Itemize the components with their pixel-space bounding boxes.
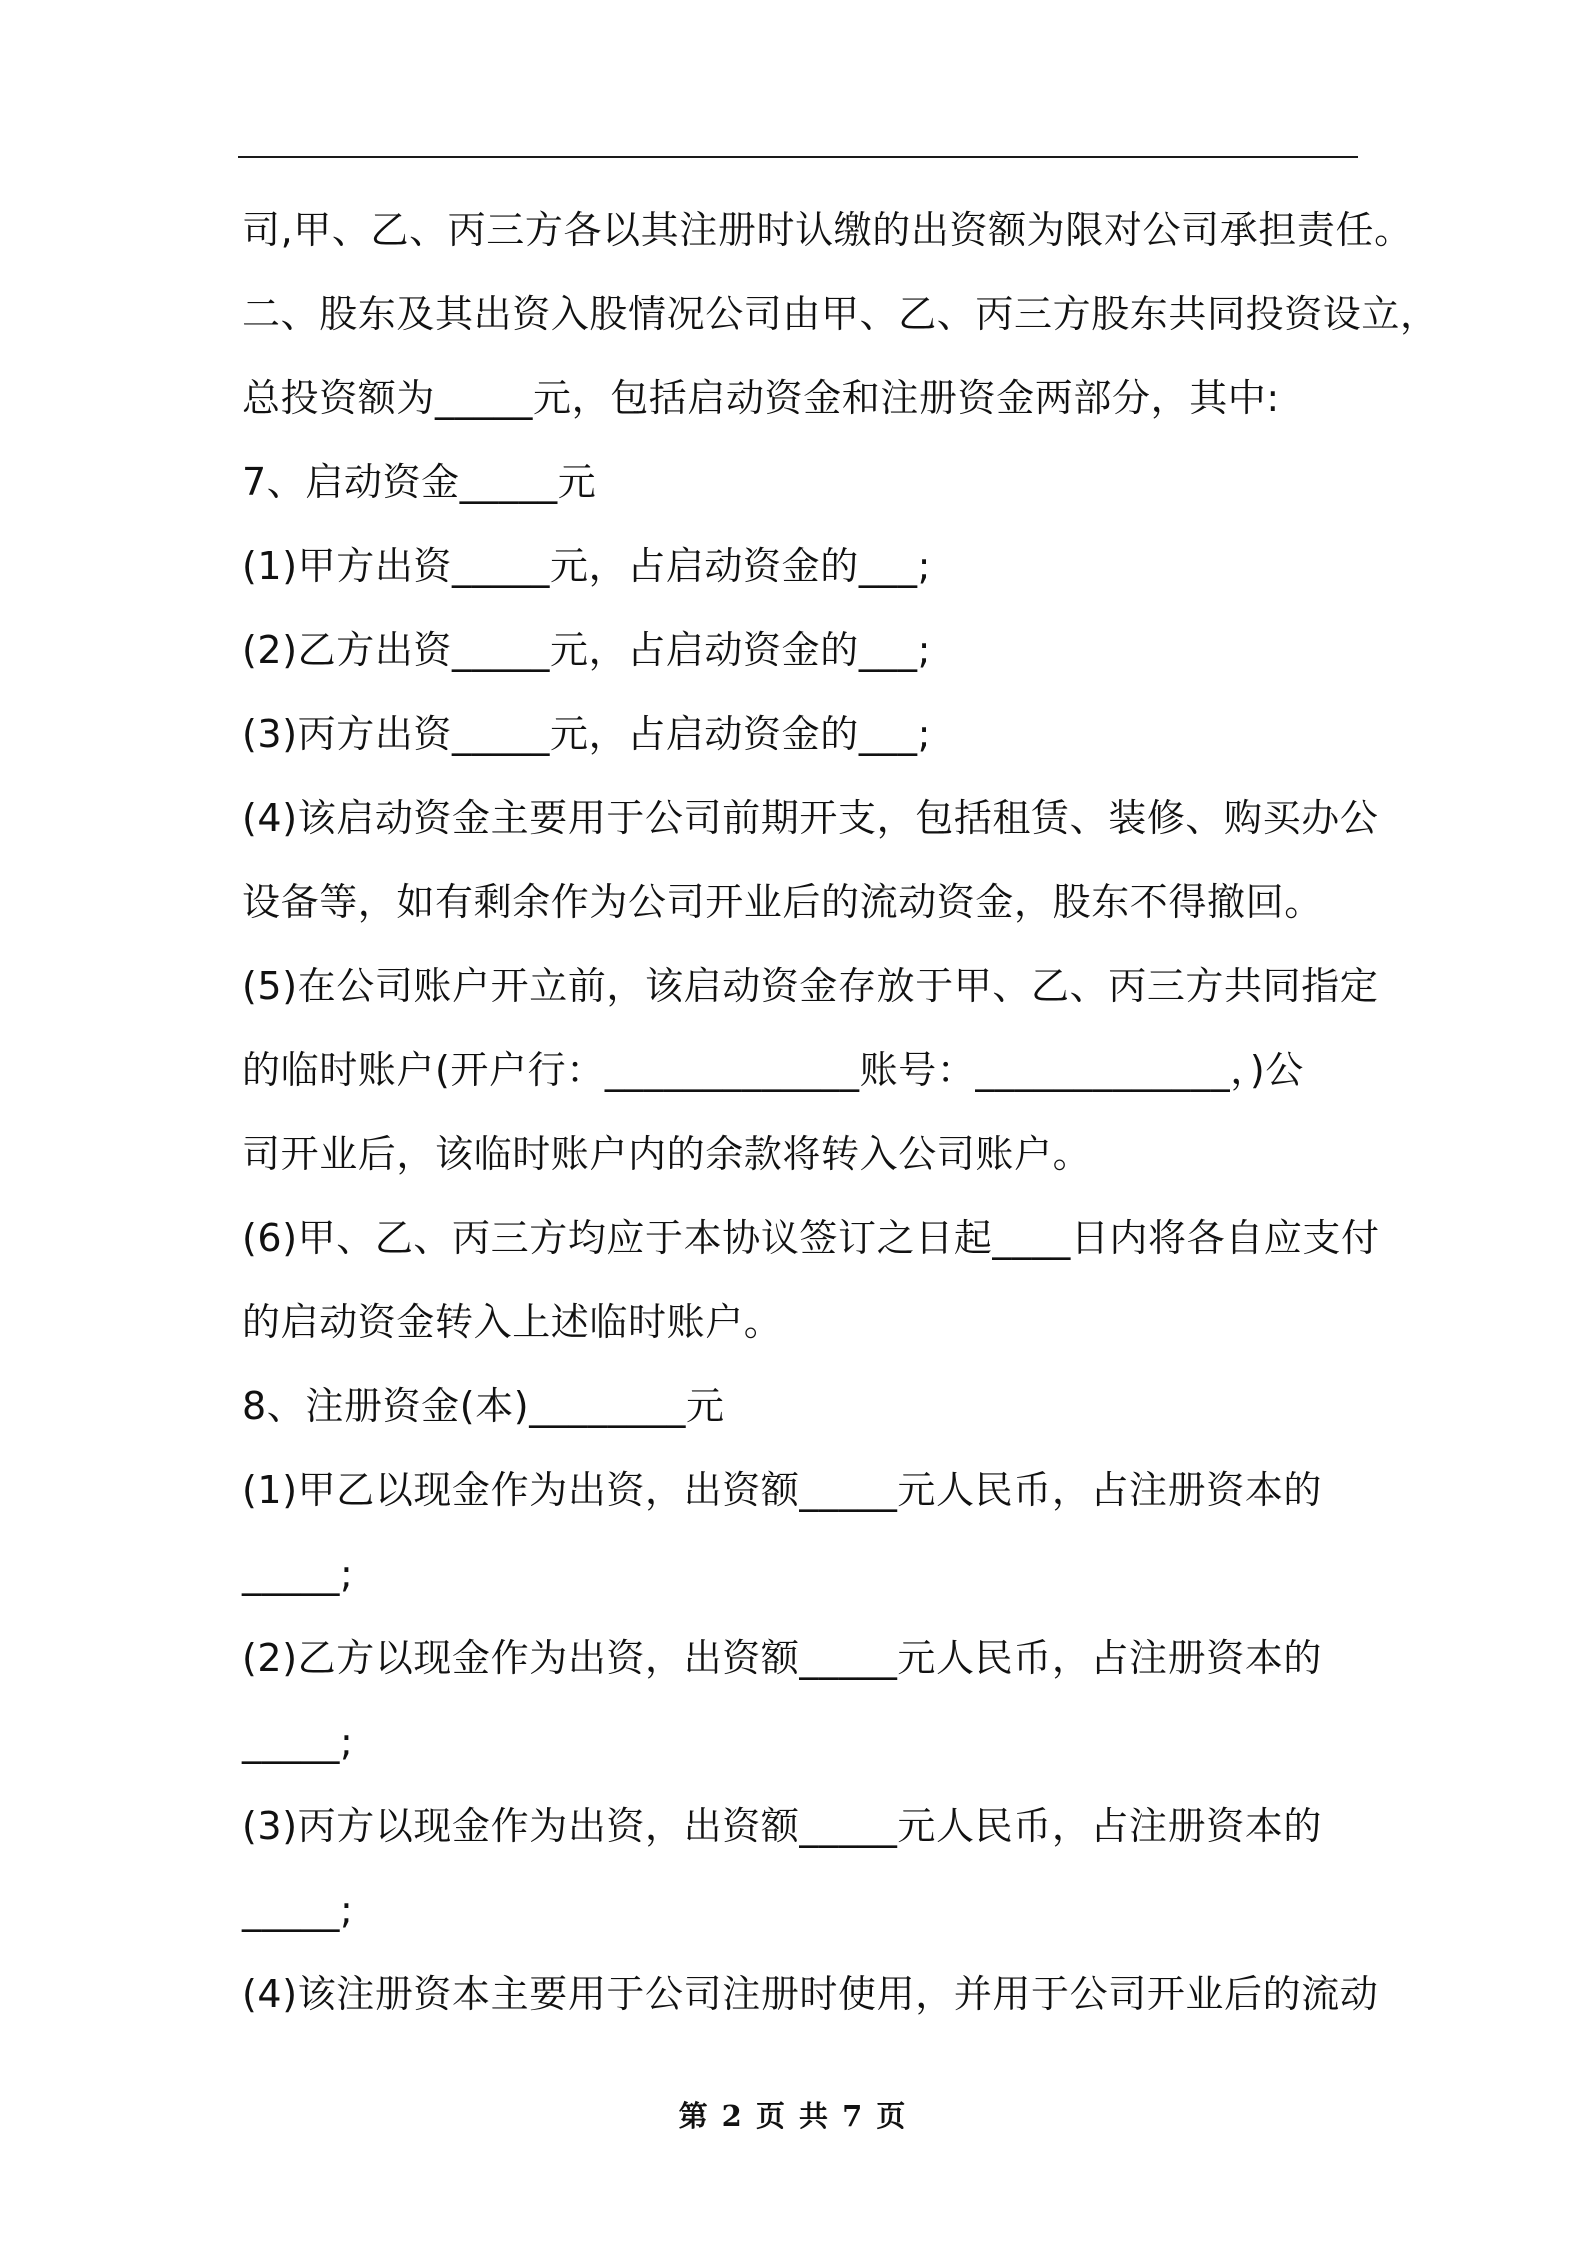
list-item: (3)丙方出资_____元，占启动资金的___; (242, 712, 932, 756)
text-line: _____; (242, 1888, 354, 1932)
text-line: 总投资额为_____元，包括启动资金和注册资金两部分，其中: (242, 376, 1280, 420)
document-body (242, 198, 1439, 2046)
clause-heading: 8、注册资金(本)________元 (242, 1384, 725, 1428)
list-item: (4)该启动资金主要用于公司前期开支，包括租赁、装修、购买办公 (242, 796, 1379, 840)
list-item: (2)乙方以现金作为出资，出资额_____元人民币，占注册资本的 (242, 1636, 1323, 1680)
text-line: 设备等，如有剩余作为公司开业后的流动资金，股东不得撤回。 (242, 880, 1323, 924)
text-line: 司开业后，该临时账户内的余款将转入公司账户。 (242, 1132, 1092, 1176)
text-line: 的临时账户(开户行：_____________账号：_____________，)公 (242, 1048, 1304, 1092)
list-item: (1)甲方出资_____元，占启动资金的___; (242, 544, 932, 588)
list-item: (6)甲、乙、丙三方均应于本协议签订之日起____日内将各自应支付 (242, 1216, 1380, 1260)
list-item: (2)乙方出资_____元，占启动资金的___; (242, 628, 932, 672)
text-line: 司,甲、乙、丙三方各以其注册时认缴的出资额为限对公司承担责任。 (242, 208, 1413, 252)
list-item: (3)丙方以现金作为出资，出资额_____元人民币，占注册资本的 (242, 1804, 1323, 1848)
list-item: (4)该注册资本主要用于公司注册时使用，并用于公司开业后的流动 (242, 1972, 1379, 2016)
list-item: (1)甲乙以现金作为出资，出资额_____元人民币，占注册资本的 (242, 1468, 1323, 1512)
text-line: _____; (242, 1552, 354, 1596)
list-item: (5)在公司账户开立前，该启动资金存放于甲、乙、丙三方共同指定 (242, 964, 1379, 1008)
text-line: 的启动资金转入上述临时账户。 (242, 1300, 783, 1344)
section-heading: 二、股东及其出资入股情况公司由甲、乙、丙三方股东共同投资设立， (242, 292, 1439, 336)
page-number: 第 2 页 共 7 页 (678, 2099, 908, 2133)
text-line: _____; (242, 1720, 354, 1764)
clause-heading: 7、启动资金_____元 (242, 460, 597, 504)
header-rule (238, 156, 1358, 158)
